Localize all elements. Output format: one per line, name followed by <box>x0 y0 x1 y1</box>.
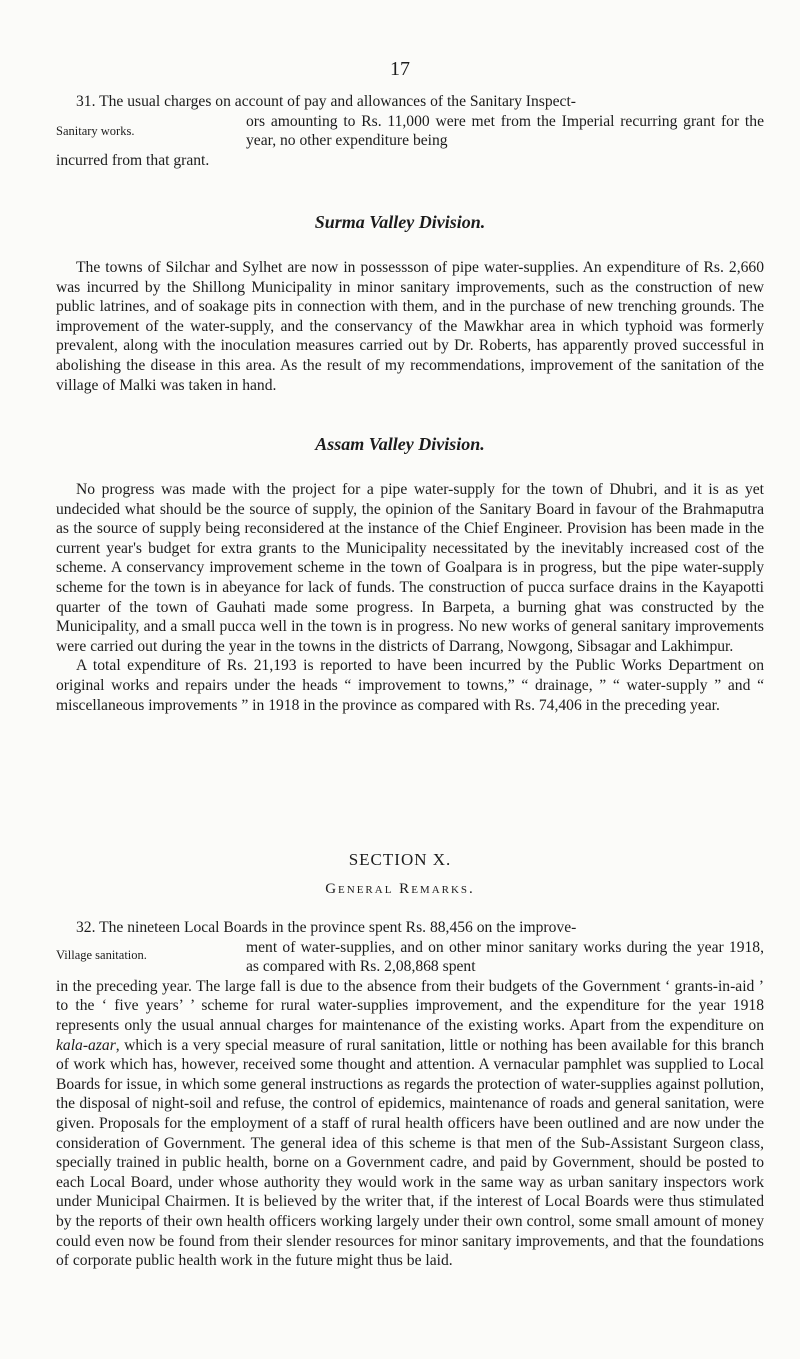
para32-text-after: , which is a very special measure of rural sanitation, little or nothing has been available for this branch of work which has, however, received some thought and attention. A vernacular pamphlet was supplied to Local Boards for issue, in which some general instructions as regards the protection of water-supplies against pollution, the disposal of night-soil and refuse, the control of epidemics, maintenance of roads and general sanitation, were given. Proposals for the employment of a staff of rural health officers have been outlined and are now under the consideration of Government. The general idea of this scheme is that men of the Sub-Assistant Surgeon class, specially trained in public health, borne on a Government cadre, and paid by Government, should be posted to each Local Board, under whose authority they would work in the same way as urban sanitary inspectors work under Municipal Chairmen. It is believed by the writer that, if the interest of Local Boards were thus stimulated by the reports of their own health officers working largely under their own control, some small amount of money could even now be found from their slender resources for minor sanitary improvements, and that the foundations of corporate public health work in the future might thus be laid. <box>56 1036 764 1270</box>
para32-text-before: in the preceding year. The large fall is due to the absence from their budgets of the Government ‘ grants-in-aid ’ to the ‘ five years’ ’ scheme for rural water-supplies improvement, and the expenditure for the year 1918 represents only the usual annual charges for maintenance of the existing works. Apart from the expenditure on <box>56 977 764 1034</box>
sidenote-sanitary-works: Sanitary works. <box>56 123 135 138</box>
surma-valley-heading: Surma Valley Division. <box>314 212 486 232</box>
para32-body <box>56 977 764 1271</box>
assam-valley-heading: Assam Valley Division. <box>315 434 485 454</box>
page-number: 17 <box>390 58 410 80</box>
para31-side-block <box>56 112 764 151</box>
para32-indented-text: ment of water-supplies, and on other minor sanitary works during the year 1918, as compared with Rs. 2,08,868 spent <box>246 938 764 976</box>
assam-paragraphs <box>56 480 764 715</box>
para31-first-line: 31. The usual charges on account of pay and allowances of the Sanitary Inspect- <box>76 93 576 110</box>
section-subtitle: General Remarks. <box>325 881 475 897</box>
para31-last-line: incurred from that grant. <box>56 151 210 169</box>
assam-text-2: A total expenditure of Rs. 21,193 is reported to have been incurred by the Public Works Department on original works and repairs under the heads “ improvement to towns,” “ drainage, ” “ water-supply ” and “ miscellaneous improvements ” in 1918 in the province as compared with Rs. 74,406 in the preceding year. <box>56 657 764 714</box>
para31-indented-text: ors amounting to Rs. 11,000 were met from the Imperial recurring grant for the year, no other expenditure being <box>246 112 764 150</box>
section-title: SECTION X. <box>348 850 452 869</box>
surma-text: The towns of Silchar and Sylhet are now in possessson of pipe water-supplies. An expenditure of Rs. 2,660 was incurred by the Shillong Municipality in minor sanitary improvements, such as the construction of new public latrines, and of soakage pits in connection with them, and in the purchase of new trenching grounds. The improvement of the water-supply, and the conservancy of the Mawkhar area in which typhoid was formerly prevalent, along with the inoculation measures carried out by Dr. Roberts, has apparently proved successful in abolishing the disease in this area. As the result of my recommendations, improvement of the sanitation of the village of Malki was taken in hand. <box>56 259 764 394</box>
para32-side-block <box>56 938 764 977</box>
assam-text-1: No progress was made with the project for a pipe water-supply for the town of Dhubri, and it is as yet undecided what should be the source of supply, the opinion of the Sanitary Board in favour of the Brahmaputra as the source of supply being reconsidered at the instance of the Chief Engineer. Provision has been made in the current year's budget for extra grants to the Municipality necessitated by the inevitably increased cost of the scheme. A conservancy improvement scheme in the town of Goalpara is in progress, but the pipe water-supply scheme for the town is in abeyance for lack of funds. The construction of pucca surface drains in the Kayapotti quarter of the town of Gauhati made some progress. In Barpeta, a burning ghat was constructed by the Municipality, and a small pucca well in the town is in progress. No new works of general sanitary improvements were carried out during the year in the towns in the districts of Darrang, Nowgong, Sibsagar and Lakhimpur. <box>56 481 764 655</box>
para32-first-line: 32. The nineteen Local Boards in the province spent Rs. 88,456 on the improve- <box>76 919 577 936</box>
paragraph-31 <box>56 92 764 170</box>
para32-italic-term: kala-azar <box>56 1036 116 1054</box>
paragraph-32 <box>56 918 764 1271</box>
sidenote-village-sanitation: Village sanitation. <box>56 947 147 962</box>
surma-paragraph <box>56 258 764 395</box>
